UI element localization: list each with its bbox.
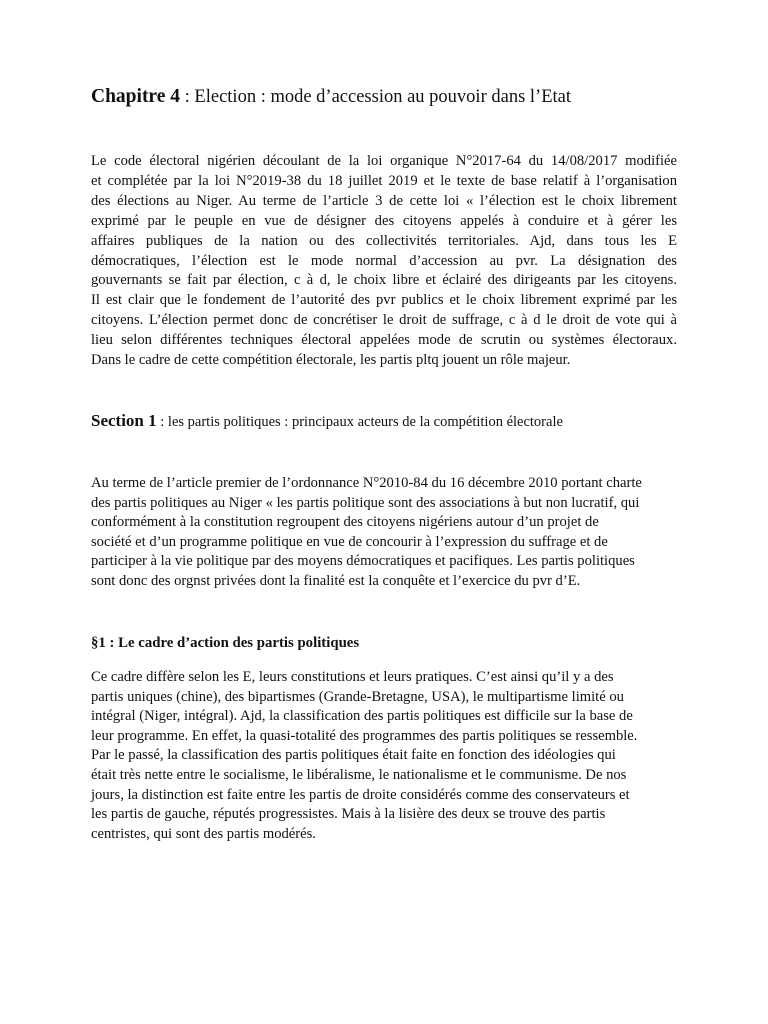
paragraph-line: participer à la vie politique par des moyens démocratiques et pacifiques. Les partis politiques (91, 553, 635, 570)
chapter-label: Chapitre 4 (91, 86, 181, 107)
paragraph-line: Dans le cadre de cette compétition électorale, les partis pltq jouent un rôle majeur. (91, 352, 571, 369)
paragraph-line: des élections au Niger. Au terme de l’article 3 de cette loi « l’élection est le choix librement (91, 192, 677, 209)
paragraph-line: Par le passé, la classification des partis politiques était faite en fonction des idéologies qui (91, 747, 616, 764)
section-title: : les partis politiques : principaux acteurs de la compétition électorale (156, 414, 563, 430)
paragraph-line: citoyens. L’élection permet donc de concrétiser le droit de suffrage, c à d le droit de vote qui à (91, 312, 677, 329)
paragraph-line: des partis politiques au Niger « les partis politique sont des associations à but non lucratif, qui (91, 494, 640, 511)
paragraph-line: conformément à la constitution regroupent des citoyens nigériens autour d’un projet de (91, 514, 599, 531)
paragraph-line: était très nette entre le socialisme, le libéralisme, le nationalisme et le communisme. De nos (91, 766, 627, 783)
section-label: Section 1 (91, 411, 157, 430)
paragraph-line: gouvernants se fait par élection, c à d, le choix libre et éclairé des dirigeants par les citoyens. (91, 272, 677, 289)
intro-paragraph (91, 152, 677, 371)
paragraph-line: et complétée par la loi N°2019-38 du 18 juillet 2019 et le texte de base relatif à l’organisation (91, 172, 677, 189)
paragraph-line: les partis de gauche, réputés progressistes. Mais à la lisière des deux se trouve des partis (91, 806, 606, 823)
chapter-title: : Election : mode d’accession au pouvoir dans l’Etat (180, 87, 571, 107)
paragraph-line: centristes, qui sont des partis modérés. (91, 825, 316, 842)
section-heading (91, 411, 563, 431)
paragraph-line: société et d’un programme politique en vue de concourir à l’expression du suffrage et de (91, 533, 608, 550)
section-paragraph (91, 474, 669, 592)
chapter-heading (91, 86, 571, 108)
paragraph-line: intégral (Niger, intégral). Ajd, la classification des partis politiques est difficile sur la base de (91, 708, 633, 725)
paragraph-line: Ce cadre diffère selon les E, leurs constitutions et leurs pratiques. C’est ainsi qu’il y a des (91, 669, 614, 685)
paragraph-line: exprimé par le peuple en vue de désigner des citoyens appelés à conduire et à gérer les (91, 212, 677, 229)
paragraph-line: affaires publiques de la nation ou des collectivités territoriales. Ajd, dans tous les E (91, 232, 677, 249)
paragraph-line: Il est clair que le fondement de l’autorité des pvr publics et le choix librement exprimé par les (91, 292, 677, 309)
paragraph-line: jours, la distinction est faite entre les partis de droite considérés comme des conservateurs et (91, 786, 630, 803)
paragraph-line: Au terme de l’article premier de l’ordonnance N°2010-84 du 16 décembre 2010 portant charte (91, 475, 642, 491)
paragraph-line: partis uniques (chine), des bipartismes (Grande-Bretagne, USA), le multipartisme limité ou (91, 688, 624, 705)
paragraph-line: Le code électoral nigérien découlant de la loi organique N°2017-64 du 14/08/2017 modifiée (91, 153, 677, 169)
subsection-paragraph (91, 668, 677, 844)
subsection-heading: §1 : Le cadre d’action des partis politiques (91, 635, 360, 651)
paragraph-line: démocratiques, l’élection est le mode normal d’accession au pvr. La désignation des (91, 252, 677, 269)
paragraph-line: lieu selon différentes techniques électoral appelées mode de scrutin ou systèmes électoraux. (91, 332, 677, 349)
paragraph-line: sont donc des orgnst privées dont la finalité est la conquête et l’exercice du pvr d’E. (91, 572, 581, 589)
paragraph-line: leur programme. En effet, la quasi-totalité des programmes des partis politiques se ressemble. (91, 727, 638, 744)
